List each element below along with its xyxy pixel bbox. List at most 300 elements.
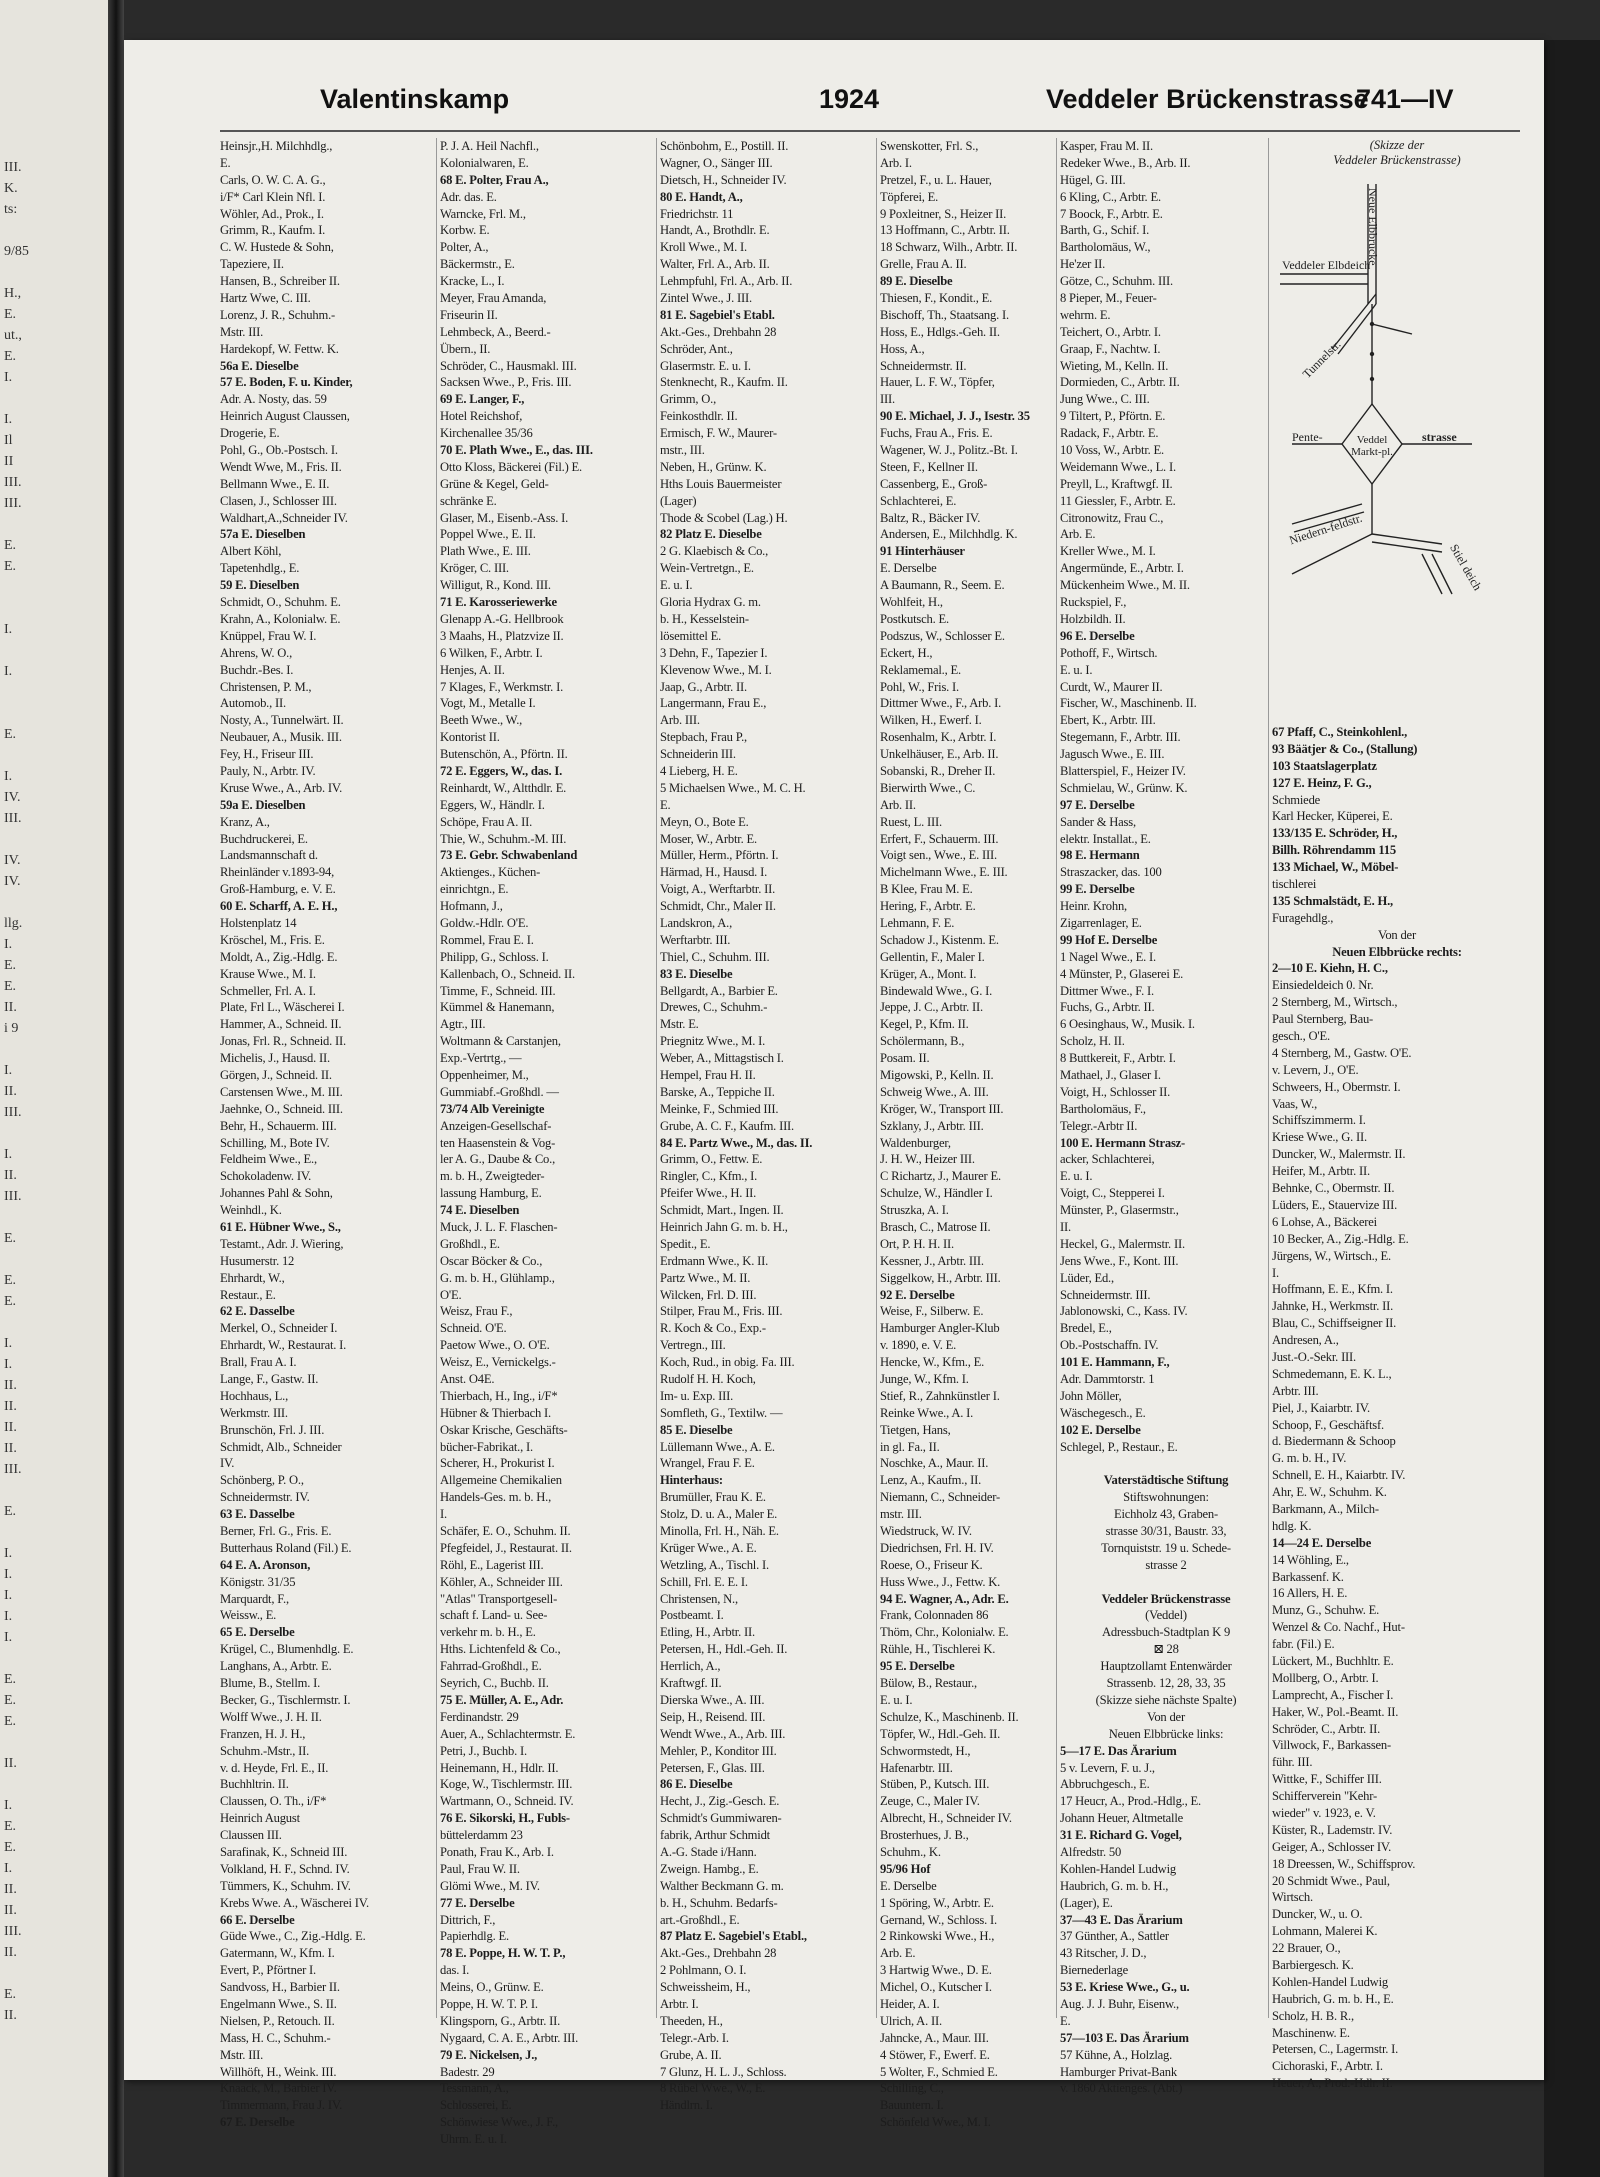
directory-entry: (Skizze siehe nächste Spalte) xyxy=(1095,1692,1237,1707)
directory-entry: Schlegel, P., Restaur., E. xyxy=(1060,1439,1178,1454)
directory-entry: Husumerstr. 12 xyxy=(220,1253,295,1268)
directory-entry: 7 Klages, F., Werkmstr. I. xyxy=(440,679,564,694)
directory-entry: gesch., O'E. xyxy=(1272,1029,1330,1044)
directory-entry: Fey, H., Friseur III. xyxy=(220,747,314,762)
directory-entry: Walter, Frl. A., Arb. II. xyxy=(660,257,770,272)
directory-entry: Steen, F., Kellner II. xyxy=(880,459,978,474)
directory-entry: Klingsporn, G., Arbtr. II. xyxy=(440,2013,561,2028)
directory-entry: i/F* Carl Klein Nfl. I. xyxy=(220,189,326,204)
directory-entry: 2 Rinkowski Wwe., H., xyxy=(880,1929,995,1944)
sketch-label-pente: Pente- xyxy=(1292,430,1323,444)
directory-entry: Petersen, F., Glas. III. xyxy=(660,1760,765,1775)
directory-entry: Schill, Frl. E. E. I. xyxy=(660,1574,748,1589)
directory-entry: Neben, H., Grünw. K. xyxy=(660,459,767,474)
directory-entry: Arb. E. xyxy=(1060,527,1096,542)
entry-heading: 2—10 E. Kiehn, H. C., xyxy=(1272,961,1388,976)
directory-entry: Knaack, M., Barbier IV. xyxy=(220,2081,337,2096)
directory-entry: 3 Hartwig Wwe., D. E. xyxy=(880,1963,992,1978)
directory-entry: (Veddel) xyxy=(1145,1608,1187,1623)
directory-entry: Schmedemann, E. K. L., xyxy=(1272,1366,1392,1381)
entry-heading: 94 E. Wagner, A., Adr. E. xyxy=(880,1591,1009,1606)
directory-entry: Voigt, H., Schlosser II. xyxy=(1060,1084,1171,1099)
directory-entry: Kroll Wwe., M. I. xyxy=(660,240,747,255)
margin-fragment: I. xyxy=(4,1336,13,1351)
margin-fragment: E. xyxy=(4,1693,17,1708)
directory-entry: Jahnke, H., Werkmstr. II. xyxy=(1272,1299,1394,1314)
directory-entry: Citronowitz, Frau C., xyxy=(1060,510,1164,525)
directory-entry: das. I. xyxy=(440,1963,470,1978)
directory-entry: Groß-Hamburg, e. V. E. xyxy=(220,882,336,897)
directory-entry: Kessner, J., Arbtr. III. xyxy=(880,1253,984,1268)
directory-entry: Petri, J., Buchb. I. xyxy=(440,1743,527,1758)
directory-entry: Haker, W., Pol.-Beamt. II. xyxy=(1272,1704,1399,1719)
directory-entry: ten Haasenstein & Vog- xyxy=(440,1135,556,1150)
directory-entry: 10 Becker, A., Zig.-Hdlg. E. xyxy=(1272,1231,1409,1246)
directory-entry: Szklany, J., Arbtr. III. xyxy=(880,1118,984,1133)
directory-entry: Koch, Rud., in obig. Fa. III. xyxy=(660,1355,795,1370)
directory-entry: Zeuge, C., Maler IV. xyxy=(880,1794,980,1809)
directory-entry: v. 1860 Aktienges. (Abt.) xyxy=(1060,2081,1183,2096)
directory-entry: Munz, G., Schuhw. E. xyxy=(1272,1603,1380,1618)
directory-entry: Schönbohm, E., Postill. II. xyxy=(660,139,789,153)
margin-fragment: IV. xyxy=(4,874,21,889)
directory-entry: 5 Wolter, F., Schmied E. xyxy=(880,2064,998,2079)
entry-heading: 73/74 Alb Vereinigte xyxy=(440,1101,545,1116)
margin-fragment: II. xyxy=(4,1441,17,1456)
directory-entry: Haubrich, G. m. b. H., xyxy=(1060,1878,1169,1893)
directory-entry: Warncke, Frl. M., xyxy=(440,206,526,221)
margin-fragment: E. xyxy=(4,958,17,973)
sketch-label-tunnelstr: Tunnelstr. xyxy=(1299,337,1344,382)
directory-entry: 8 Rübel Wwe., W., E. xyxy=(660,2081,766,2096)
directory-entry: Clasen, J., Schlosser III. xyxy=(220,493,337,508)
margin-fragment: II. xyxy=(4,1000,17,1015)
directory-entry: Barkassenf. K. xyxy=(1272,1569,1344,1584)
directory-entry: Friseurin II. xyxy=(440,307,498,322)
directory-entry: Gummiabf.-Großhdl. — xyxy=(440,1084,559,1099)
directory-entry: Schilling, M., Bote IV. xyxy=(220,1135,330,1150)
directory-entry: acker, Schlachterei, xyxy=(1060,1152,1155,1167)
directory-entry: Mass, H. C., Schuhm.- xyxy=(220,2030,331,2045)
directory-entry: Arbtr. I. xyxy=(660,1996,699,2011)
entry-heading: 64 E. A. Aronson, xyxy=(220,1557,311,1572)
directory-entry: Volkland, H. F., Schnd. IV. xyxy=(220,1861,350,1876)
directory-entry: Meyer, Frau Amanda, xyxy=(440,291,547,306)
directory-entry: Hths Louis Bauermeister xyxy=(660,476,782,491)
margin-fragment: III. xyxy=(4,1105,22,1120)
directory-entry: Eggers, W., Händlr. I. xyxy=(440,797,545,812)
directory-entry: Töpferei, E. xyxy=(880,189,939,204)
directory-entry: Langermann, Frau E., xyxy=(660,696,767,711)
directory-entry: Hansen, B., Schreiber II. xyxy=(220,274,340,289)
directory-entry: lassung Hamburg, E. xyxy=(440,1186,542,1201)
entry-heading: 97 E. Derselbe xyxy=(1060,797,1135,812)
directory-entry: (Lager), E. xyxy=(1060,1895,1113,1910)
column-divider xyxy=(876,138,877,2018)
directory-entry: Schröder, C., Hausmakl. III. xyxy=(440,358,577,373)
directory-entry: E. u. I. xyxy=(660,578,693,593)
directory-entry: Testamt., Adr. J. Wiering, xyxy=(220,1236,344,1251)
margin-fragment: I. xyxy=(4,1588,13,1603)
margin-fragment: I. xyxy=(4,1147,13,1162)
directory-entry: Scholz, H. B. R., xyxy=(1272,2008,1354,2023)
entry-heading: 76 E. Sikorski, H., Fubls- xyxy=(440,1811,570,1826)
directory-entry: Schifferverein "Kehr- xyxy=(1272,1789,1378,1804)
directory-entry: Gellentin, F., Maler I. xyxy=(880,949,985,964)
directory-entry: Cichoraski, F., Arbtr. I. xyxy=(1272,2059,1383,2074)
directory-entry: Reinke Wwe., A. I. xyxy=(880,1405,974,1420)
margin-fragment: III. xyxy=(4,160,22,175)
directory-entry: Grimm, R., Kaufm. I. xyxy=(220,223,326,238)
directory-entry: Wilken, H., Ewerf. I. xyxy=(880,713,982,728)
directory-entry: Brasch, C., Matrose II. xyxy=(880,1220,991,1234)
directory-entry: He'zer II. xyxy=(1060,257,1106,272)
directory-entry: 6 Wilken, F., Arbtr. I. xyxy=(440,645,543,660)
directory-entry: Jeppe, J. C., Arbtr. II. xyxy=(880,1000,983,1015)
sketch-drawing xyxy=(1272,174,1522,644)
directory-entry: Übern., II. xyxy=(440,341,491,356)
sketch-label-stiel-deich: Stiel deich xyxy=(1447,541,1485,593)
directory-entry: Kriese Wwe., G. II. xyxy=(1272,1130,1367,1145)
directory-entry: Herrlich, A., xyxy=(660,1659,721,1674)
directory-entry: Kegel, P., Kfm. II. xyxy=(880,1017,969,1032)
directory-entry: Wieting, M., Kelln. II. xyxy=(1060,358,1169,373)
directory-entry: Weidemann Wwe., L. I. xyxy=(1060,459,1176,474)
directory-entry: Schmidt, Mart., Ingen. II. xyxy=(660,1203,784,1218)
directory-entry: Teichert, O., Arbtr. I. xyxy=(1060,324,1161,339)
directory-entry: Frank, Colonnaden 86 xyxy=(880,1608,989,1623)
directory-entry: Krebs Wwe. A., Wäscherei IV. xyxy=(220,1895,369,1910)
entry-heading: 70 E. Plath Wwe., E., das. III. xyxy=(440,443,593,458)
entry-heading: 14—24 E. Derselbe xyxy=(1272,1535,1372,1550)
entry-heading: 81 E. Sagebiel's Etabl. xyxy=(660,307,775,322)
directory-entry: Schönberg, P. O., xyxy=(220,1473,304,1488)
directory-entry: Junge, W., Kfm. I. xyxy=(880,1372,969,1387)
directory-entry: Paetow Wwe., O. O'E. xyxy=(440,1338,550,1353)
directory-entry: Röhl, E., Lagerist III. xyxy=(440,1557,544,1572)
directory-entry: Lüders, E., Stauervize III. xyxy=(1272,1197,1398,1212)
entry-heading: 84 E. Partz Wwe., M., das. II. xyxy=(660,1135,813,1150)
directory-entry: v. d. Heyde, Frl. E., II. xyxy=(220,1760,329,1775)
directory-entry: Schölermann, B., xyxy=(880,1034,965,1049)
directory-entry: Goldw.-Hdlr. O'E. xyxy=(440,915,529,930)
margin-fragment: ut., xyxy=(4,328,22,343)
directory-entry: Schiffszimmerm. I. xyxy=(1272,1113,1366,1128)
directory-entry: Johann Heuer, Altmetalle xyxy=(1060,1811,1184,1826)
directory-entry: 9 Tiltert, P., Pförtn. E. xyxy=(1060,409,1166,424)
directory-entry: Tessmann, A., xyxy=(440,2081,509,2096)
directory-entry: Plate, Frl L., Wäscherei I. xyxy=(220,1000,345,1015)
directory-entry: wehrm. E. xyxy=(1060,307,1111,322)
directory-entry: Mathael, J., Glaser I. xyxy=(1060,1067,1161,1082)
directory-entry: Lüder, Ed., xyxy=(1060,1270,1114,1285)
directory-entry: Hencke, W., Kfm., E. xyxy=(880,1355,985,1370)
directory-entry: IV. xyxy=(220,1456,235,1471)
margin-fragment: H., xyxy=(4,286,22,301)
entry-heading: Hinterhaus: xyxy=(660,1473,723,1488)
directory-entry: Restaur., E. xyxy=(220,1287,276,1302)
directory-entry: Klevenow Wwe., M. I. xyxy=(660,662,772,677)
entry-heading: 87 Platz E. Sagebiel's Etabl., xyxy=(660,1929,807,1944)
directory-entry: J. H. W., Heizer III. xyxy=(880,1152,975,1167)
directory-entry: Jahncke, A., Maur. III. xyxy=(880,2030,989,2045)
directory-entry: Tapetenhdlg., E. xyxy=(220,561,300,576)
directory-entry: Hauer, L. F. W., Töpfer, xyxy=(880,375,995,390)
directory-entry: elektr. Installat., E. xyxy=(1060,831,1151,846)
directory-entry: Töpfer, W., Hdl.-Geh. II. xyxy=(880,1726,1001,1741)
entry-heading: 60 E. Scharff, A. E. H., xyxy=(220,899,338,914)
directory-entry: Sandvoss, H., Barbier II. xyxy=(220,1980,340,1995)
directory-entry: 9 Poxleitner, S., Heizer II. xyxy=(880,206,1007,221)
header-rule xyxy=(220,130,1520,132)
directory-entry: Just.-O.-Sekr. III. xyxy=(1272,1349,1356,1364)
directory-entry: tischlerei xyxy=(1272,877,1317,892)
directory-entry: Kohlen-Handel Ludwig xyxy=(1272,1974,1388,1989)
directory-entry: Somfleth, G., Textilw. — xyxy=(660,1405,783,1420)
directory-entry: Hübner & Thierbach I. xyxy=(440,1405,551,1420)
entry-heading: 96 E. Derselbe xyxy=(1060,628,1135,643)
directory-entry: B Klee, Frau M. E. xyxy=(880,882,973,897)
directory-entry: 7 Boock, F., Arbtr. E. xyxy=(1060,206,1163,221)
directory-entry: Posam. II. xyxy=(880,1051,930,1066)
directory-entry: Bellmann Wwe., E. II. xyxy=(220,476,330,491)
margin-fragment: I. xyxy=(4,370,13,385)
header-year: 1924 xyxy=(819,84,880,114)
directory-entry: Brumüller, Frau K. E. xyxy=(660,1490,766,1505)
directory-entry: schränke E. xyxy=(440,493,497,508)
directory-entry: Lohmann, Malerei K. xyxy=(1272,1924,1378,1939)
directory-entry: Schönfeld Wwe., M. I. xyxy=(880,2115,991,2130)
directory-entry: Oscar Böcker & Co., xyxy=(440,1253,543,1268)
directory-entry: C Richartz, J., Maurer E. xyxy=(880,1169,1001,1184)
entry-heading: 101 E. Hammann, F., xyxy=(1060,1355,1170,1370)
directory-entry: 13 Hoffmann, C., Arbtr. II. xyxy=(880,223,1010,238)
directory-entry: Abbruchgesch., E. xyxy=(1060,1777,1150,1792)
directory-entry: Kontorist II. xyxy=(440,730,500,745)
directory-entry: Kracke, L., I. xyxy=(440,274,505,289)
directory-entry: Cassenberg, E., Groß- xyxy=(880,476,988,491)
directory-entry: Jaap, G., Arbtr. II. xyxy=(660,679,747,694)
entry-heading: 63 E. Dasselbe xyxy=(220,1507,295,1522)
margin-fragment: E. xyxy=(4,307,17,322)
directory-entry: Weber, A., Mittagstisch I. xyxy=(660,1051,784,1066)
directory-entry: Handels-Ges. m. b. H., xyxy=(440,1490,552,1505)
directory-entry: Wäschegesch., E. xyxy=(1060,1405,1146,1420)
directory-entry: 18 Schwarz, Wilh., Arbtr. II. xyxy=(880,240,1018,255)
margin-fragment: E. xyxy=(4,1840,17,1855)
directory-entry: bücher-Fabrikat., I. xyxy=(440,1439,533,1454)
directory-entry: Schulze, K., Maschinenb. II. xyxy=(880,1709,1019,1724)
directory-entry: Jablonowski, C., Kass. IV. xyxy=(1060,1304,1188,1319)
directory-entry: Schmiede xyxy=(1272,792,1321,807)
dark-background xyxy=(1544,40,1600,2177)
directory-entry: schaft f. Land- u. See- xyxy=(440,1608,548,1623)
margin-fragment: II. xyxy=(4,1945,17,1960)
directory-entry: Schwormstedt, H., xyxy=(880,1743,971,1758)
directory-entry: Dietsch, H., Schneider IV. xyxy=(660,172,787,187)
directory-entry: Grimm, O., Fettw. E. xyxy=(660,1152,763,1167)
directory-entry: Villwock, F., Barkassen- xyxy=(1272,1738,1392,1753)
column-1 xyxy=(220,138,432,2130)
directory-entry: Rheinländer v.1893-94, xyxy=(220,865,335,880)
entry-heading: 69 E. Langer, F., xyxy=(440,392,525,407)
directory-entry: 4 Münster, P., Glaserei E. xyxy=(1060,966,1184,981)
directory-entry: Reinhardt, W., Altthdlr. E. xyxy=(440,780,567,795)
directory-entry: Arb. I. xyxy=(880,155,912,170)
directory-entry: Schröder, Ant., xyxy=(660,341,733,356)
directory-entry: O'E. xyxy=(440,1287,462,1302)
sketch-title-line-2: Veddeler Brückenstrasse) xyxy=(1333,153,1461,167)
directory-entry: Schneidermstr. IV. xyxy=(220,1490,310,1505)
entry-heading: 73 E. Gebr. Schwabenland xyxy=(440,848,578,863)
margin-fragment: E. xyxy=(4,349,17,364)
directory-entry: Friedrichstr. 11 xyxy=(660,206,734,221)
directory-entry: Voigt sen., Wwe., E. III. xyxy=(880,848,997,863)
directory-entry: Behnke, C., Obermstr. II. xyxy=(1272,1181,1395,1196)
entry-heading: 91 Hinterhäuser xyxy=(880,544,965,559)
directory-entry: Vertregn., III. xyxy=(660,1338,726,1353)
directory-entry: Thiesen, F., Kondit., E. xyxy=(880,291,993,306)
directory-entry: Fuchs, Frau A., Fris. E. xyxy=(880,426,993,441)
directory-entry: Zweign. Hambg., E. xyxy=(660,1861,759,1876)
directory-entry: Grube, A. II. xyxy=(660,2047,722,2062)
directory-entry: führ. III. xyxy=(1272,1755,1313,1770)
directory-entry: Kröger, C. III. xyxy=(440,561,509,576)
directory-entry: Lehmann, F. E. xyxy=(880,915,955,930)
directory-entry: Küster, R., Lademstr. IV. xyxy=(1272,1822,1393,1837)
directory-entry: Vaas, W., xyxy=(1272,1096,1318,1111)
margin-fragment: I. xyxy=(4,1609,13,1624)
directory-entry: Reklamemal., E. xyxy=(880,662,961,677)
directory-entry: Von der xyxy=(1378,927,1416,942)
directory-entry: Albert Köhl, xyxy=(220,544,282,559)
directory-entry: Lehmpfuhl, Frl. A., Arb. II. xyxy=(660,274,793,289)
directory-entry: Grüne & Kegel, Geld- xyxy=(440,476,549,491)
margin-fragment: II. xyxy=(4,1756,17,1771)
directory-entry: Papierhdlg. E. xyxy=(440,1929,509,1944)
directory-entry: Kraftwgf. II. xyxy=(660,1676,722,1691)
entry-heading: 57a E. Dieselben xyxy=(220,527,306,542)
directory-entry: Lenz, A., Kaufm., II. xyxy=(880,1473,982,1488)
sketch-label-niedernfeldstr: Niedern-feldstr. xyxy=(1287,510,1364,548)
margin-fragment: III. xyxy=(4,1189,22,1204)
street-sketch-map xyxy=(1272,138,1522,648)
directory-entry: Ebert, K., Arbtr. III. xyxy=(1060,713,1156,728)
margin-fragment: III. xyxy=(4,811,22,826)
directory-entry: Ahr, E. W., Schuhm. K. xyxy=(1272,1485,1387,1500)
directory-entry: Thiel, C., Schuhm. III. xyxy=(660,949,770,964)
directory-entry: Ob.-Postschaffn. IV. xyxy=(1060,1338,1159,1353)
directory-entry: 2 Sternberg, M., Wirtsch., xyxy=(1272,995,1398,1010)
directory-entry: Handt, A., Brothdlr. E. xyxy=(660,223,770,238)
directory-entry: Swenskotter, Frl. S., xyxy=(880,139,979,153)
directory-entry: Pohl, W., Fris. I. xyxy=(880,679,959,694)
directory-entry: Stepbach, Frau P., xyxy=(660,730,747,745)
directory-entry: Straszacker, das. 100 xyxy=(1060,865,1162,880)
margin-fragment: I. xyxy=(4,1798,13,1813)
directory-entry: Heifer, M., Arbtr. II. xyxy=(1272,1164,1370,1179)
directory-entry: Vogt, M., Metalle I. xyxy=(440,696,536,711)
entry-heading: 90 E. Michael, J. J., Isestr. 35 xyxy=(880,409,1030,424)
directory-entry: Schneid. O'E. xyxy=(440,1321,507,1336)
directory-entry: Michel, O., Kutscher I. xyxy=(880,1980,992,1995)
directory-entry: b. H., Schuhm. Bedarfs- xyxy=(660,1895,778,1910)
directory-entry: Werftarbtr. III. xyxy=(660,932,731,947)
column-divider xyxy=(1268,138,1269,2018)
directory-entry: hdlg. K. xyxy=(1272,1518,1312,1533)
directory-entry: Wolff Wwe., J. H. II. xyxy=(220,1709,322,1724)
directory-entry: Maschinenw. E. xyxy=(1272,2025,1350,2040)
directory-entry: 6 Lohse, A., Bäckerei xyxy=(1272,1214,1377,1229)
directory-entry: 57 Kühne, A., Holzlag. xyxy=(1060,2047,1173,2062)
entry-heading: 31 E. Richard G. Vogel, xyxy=(1060,1828,1182,1843)
directory-entry: 10 Voss, W., Arbtr. E. xyxy=(1060,443,1164,458)
margin-fragment: Il xyxy=(4,433,13,448)
directory-entry: A.-G. Stade i/Hann. xyxy=(660,1844,757,1859)
directory-entry: Duncker, W., u. O. xyxy=(1272,1907,1363,1922)
directory-entry: Mückenheim Wwe., M. II. xyxy=(1060,578,1190,593)
directory-entry: Geiger, A., Schlosser IV. xyxy=(1272,1839,1392,1854)
directory-entry: 22 Brauer, O., xyxy=(1272,1941,1341,1956)
entry-heading: 72 E. Eggers, W., das. I. xyxy=(440,763,563,778)
directory-entry: Stilper, Frau M., Fris. III. xyxy=(660,1304,783,1319)
directory-entry: ⊠ 28 xyxy=(1153,1642,1179,1657)
entry-heading: 66 E. Derselbe xyxy=(220,1912,295,1927)
directory-entry: Lorenz, J. R., Schuhm.- xyxy=(220,307,336,322)
margin-fragment: E. xyxy=(4,1819,17,1834)
margin-fragment: II. xyxy=(4,1882,17,1897)
column-5 xyxy=(1060,138,1272,2096)
directory-entry: G. m. b. H., IV. xyxy=(1272,1451,1347,1466)
directory-entry: wieder" v. 1923, e. V. xyxy=(1272,1806,1376,1820)
directory-entry: Härmad, H., Hausd. I. xyxy=(660,865,768,880)
column-divider xyxy=(656,138,657,2018)
directory-entry: Hotel Reichshof, xyxy=(440,409,523,424)
directory-entry: Sarafinak, K., Schneid III. xyxy=(220,1844,348,1859)
directory-entry: Claussen III. xyxy=(220,1828,282,1843)
entry-heading: 95 E. Derselbe xyxy=(880,1659,955,1674)
directory-entry: Jung Wwe., C. III. xyxy=(1060,392,1150,407)
entry-heading: 67 Pfaff, C., Steinkohlenl., xyxy=(1272,725,1408,739)
directory-entry: Krahn, A., Kolonialw. E. xyxy=(220,611,341,626)
directory-entry: Scherer, H., Prokurist I. xyxy=(440,1456,555,1471)
directory-entry: Bäckermstr., E. xyxy=(440,257,515,272)
directory-entry: Wein-Vertretgn., E. xyxy=(660,561,754,576)
directory-entry: "Atlas" Transportgesell- xyxy=(440,1591,558,1606)
directory-entry: Etling, H., Arbtr. II. xyxy=(660,1625,755,1640)
directory-entry: Seyrich, C., Buchb. II. xyxy=(440,1676,549,1691)
directory-entry: Struszka, A. I. xyxy=(880,1203,949,1218)
entry-heading: 59a E. Dieselben xyxy=(220,797,306,812)
directory-entry: Wiedstruck, W. IV. xyxy=(880,1524,972,1539)
entry-heading: 86 E. Dieselbe xyxy=(660,1777,733,1792)
directory-entry: Krüger Wwe., A. E. xyxy=(660,1540,757,1555)
directory-entry: Wagener, W. J., Politz.-Bt. I. xyxy=(880,443,1018,458)
directory-entry: Ahrens, W. O., xyxy=(220,645,293,660)
directory-entry: Petersen, C., Lagermstr. I. xyxy=(1272,2042,1399,2057)
directory-entry: strasse 30/31, Baustr. 33, xyxy=(1105,1524,1227,1539)
directory-entry: Ponath, Frau K., Arb. I. xyxy=(440,1844,554,1859)
directory-entry: Akt.-Ges., Drehbahn 28 xyxy=(660,324,777,339)
directory-entry: 18 Dreessen, W., Schiffsprov. xyxy=(1272,1856,1416,1871)
directory-entry: 7 Glunz, H. L. J., Schloss. xyxy=(660,2064,787,2079)
directory-entry: Pothoff, F., Wirtsch. xyxy=(1060,645,1158,660)
entry-heading: 57 E. Boden, F. u. Kinder, xyxy=(220,375,353,390)
directory-entry: Jaehnke, O., Schneid. III. xyxy=(220,1101,343,1116)
directory-entry: Wagner, O., Sänger III. xyxy=(660,155,773,170)
column-6 xyxy=(1272,724,1522,2091)
directory-entry: Adr. A. Nosty, das. 59 xyxy=(220,392,327,407)
